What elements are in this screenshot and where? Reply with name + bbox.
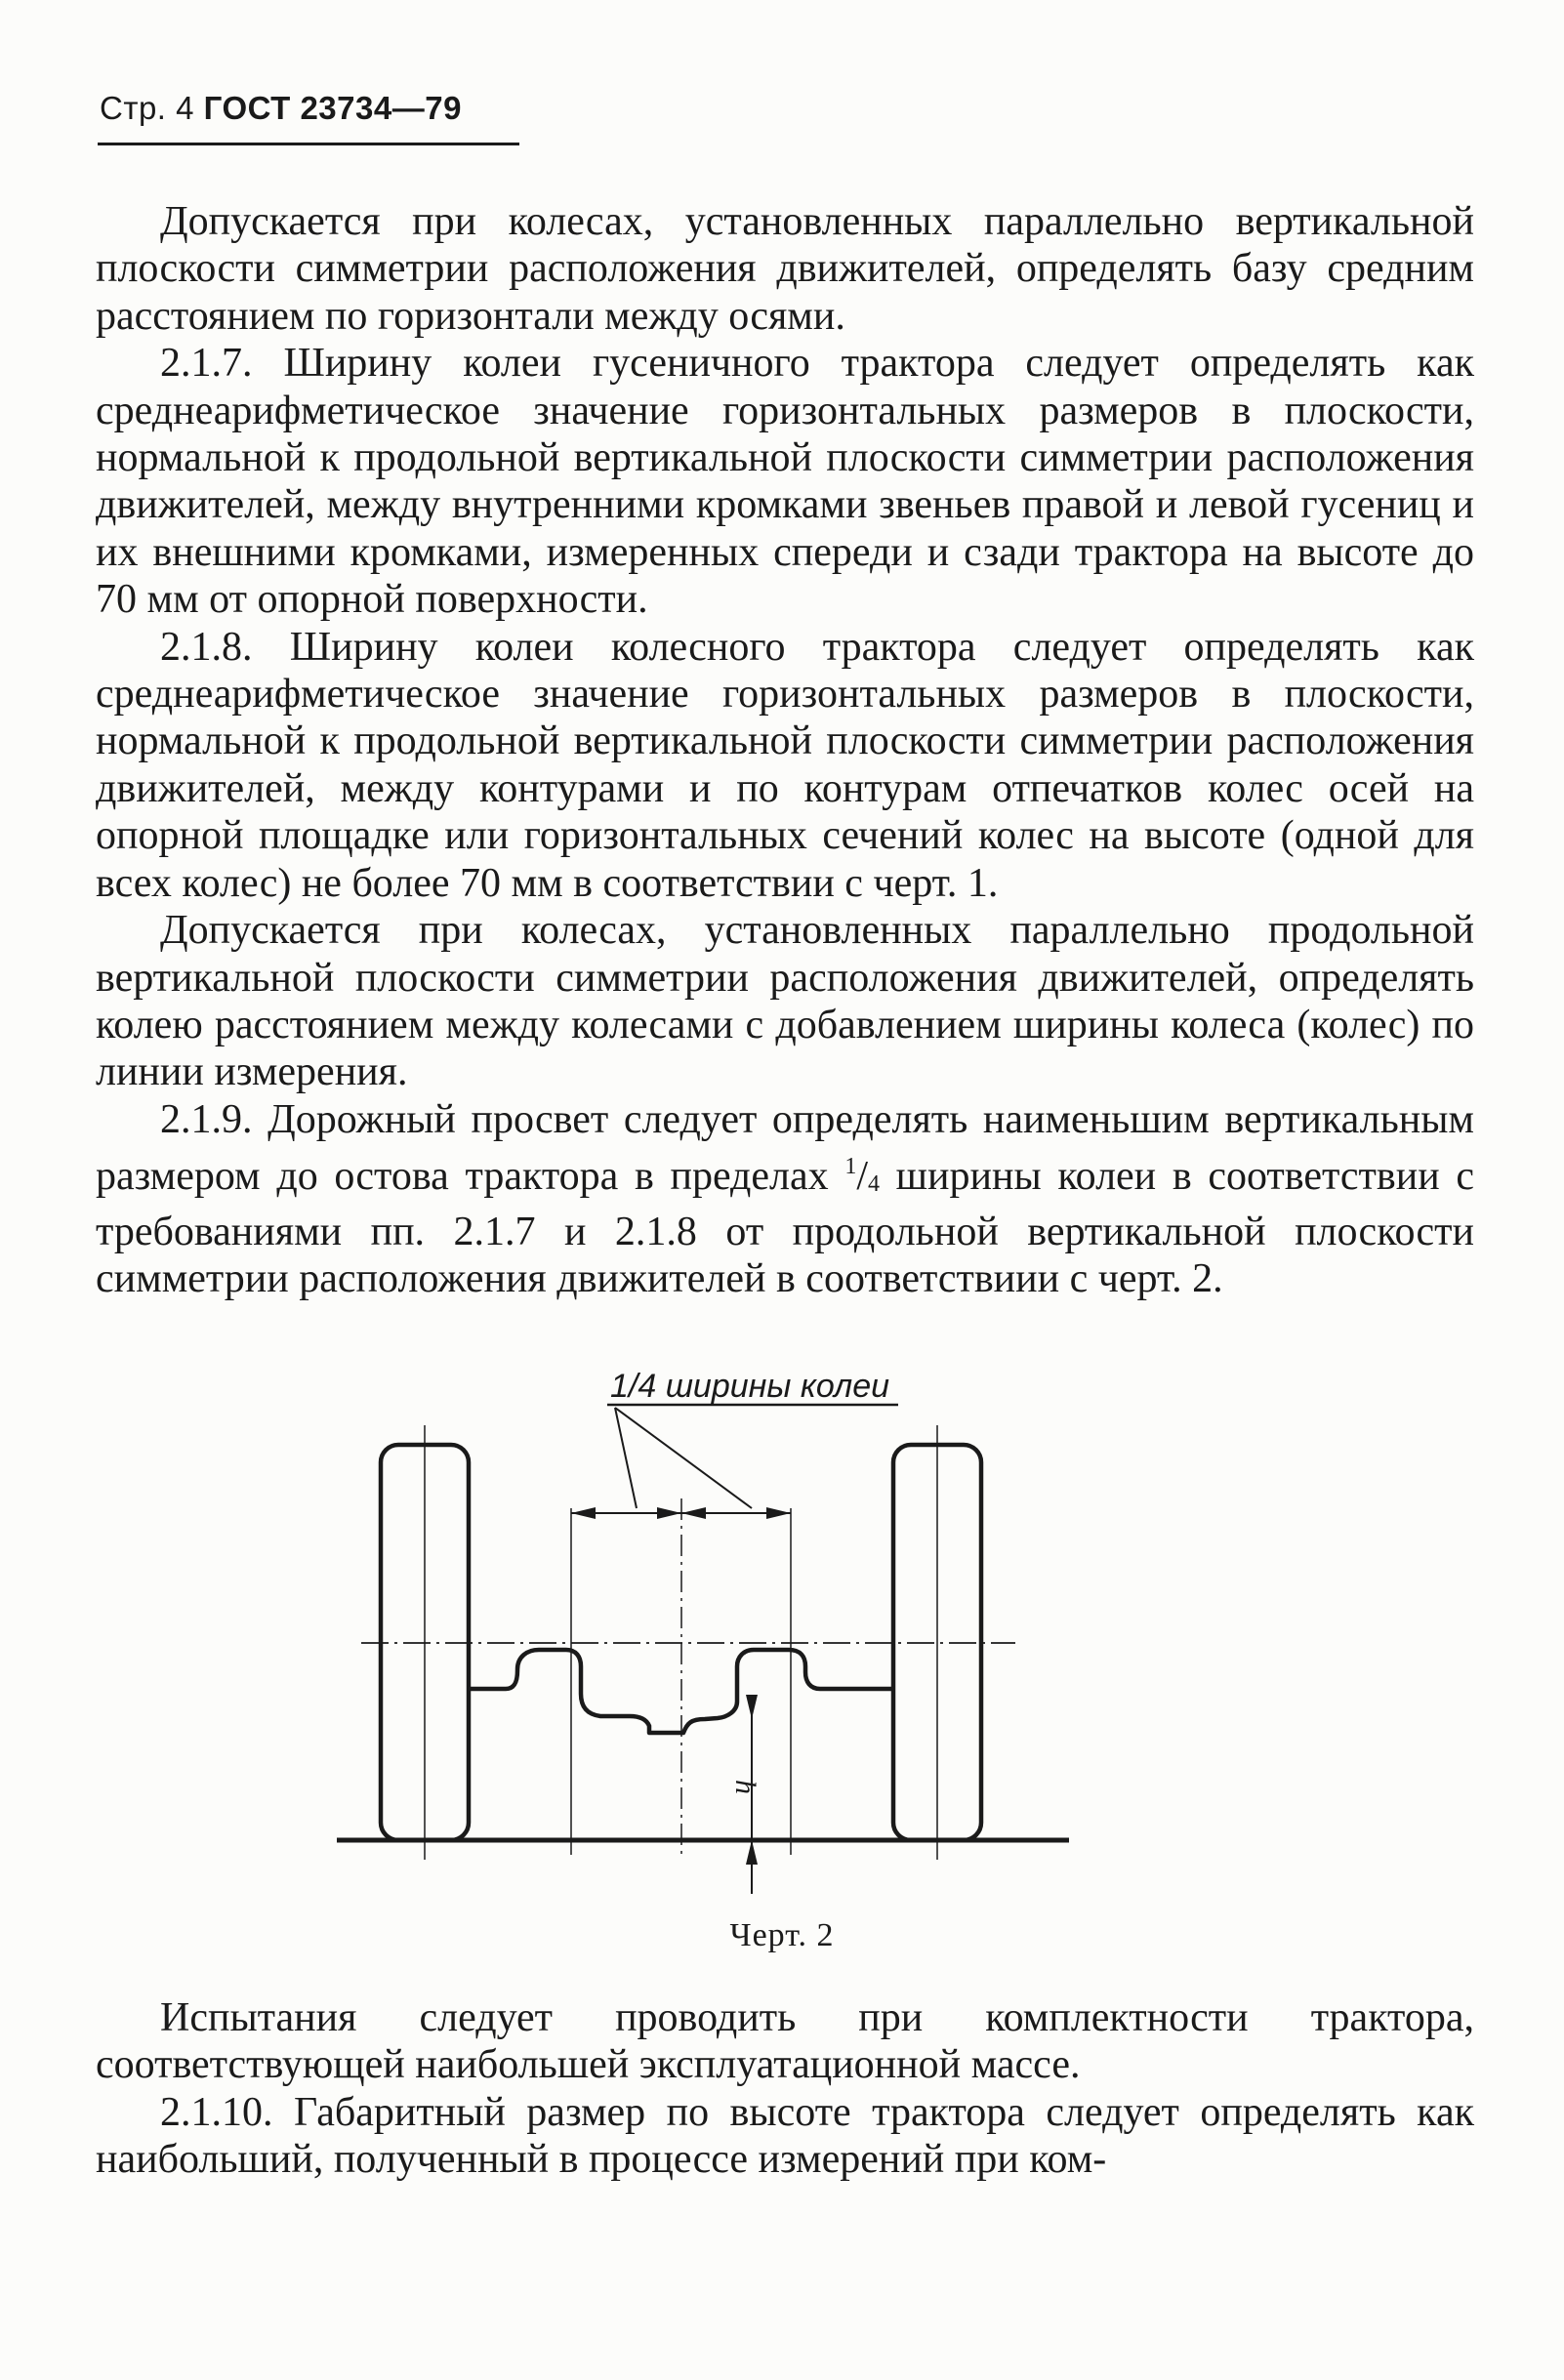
header-rule — [98, 143, 519, 145]
leader-line-right — [615, 1408, 752, 1508]
paragraph-2-1-8: 2.1.8. Ширину колеи колесного трактора следует определять как среднеарифметическое значение горизонтальных размеров в плоскости, нормальной к продольной вертикальной плоскости симметрии расположения движителей, между контурами и по контурам отпечатков колес осей на опорной площадке или горизонтальных сечений колес на высоте (одной для всех колес) не более 70 мм в соответствии с черт. 1. — [96, 624, 1474, 906]
paragraph-2-1-9-start: 2.1.9. Дорожный просвет следует определять наименьшим вертикальным размером до остова трактора в пределах — [96, 1096, 1474, 1200]
page-number: Стр. 4 — [100, 90, 194, 126]
arrow-left-1 — [571, 1507, 596, 1519]
figure-caption: Черт. 2 — [729, 1917, 835, 1953]
paragraph-2-1-10: 2.1.10. Габаритный размер по высоте трактора следует определять как наибольший, полученный в процессе измерений при ком- — [96, 2089, 1474, 2183]
clearance-arrow-bottom — [746, 1840, 758, 1865]
paragraph-2-1-9 — [96, 1096, 1474, 1303]
arrow-right-1 — [657, 1507, 681, 1519]
clearance-label-h: h — [729, 1780, 761, 1794]
leader-line-left — [615, 1408, 637, 1508]
figure-2-ground-clearance — [322, 1362, 1084, 1908]
figure-label-quarter-track: 1/4 ширины колеи — [610, 1368, 890, 1405]
fraction-quarter: $^1/_4$ — [844, 1154, 880, 1200]
paragraph-2-1-9-end: ширины колеи в соответствии с требованиями пп. 2.1.7 и 2.1.8 от продольной вертикальной плоскости симметрии расположения движителей в соответствиии с черт. 2. — [96, 1154, 1474, 1301]
paragraph-track-allowance: Допускается при колесах, установленных параллельно продольной вертикальной плоскости симметрии расположения движителей, определять колею расстоянием между колесами с добавлением ширины колеса (колес) по линии измерения. — [96, 908, 1474, 1095]
paragraph-2-1-7: 2.1.7. Ширину колеи гусеничного трактора следует определять как среднеарифметическое значение горизонтальных размеров в плоскости, нормальной к продольной вертикальной плоскости симметрии расположения движителей, между внутренними кромками звеньев правой и левой гусениц и их внешними кромками, измеренных спереди и сзади трактора на высоте до 70 мм от опорной поверхности. — [96, 341, 1474, 623]
clearance-arrow-top — [746, 1695, 758, 1719]
page-header — [100, 90, 462, 127]
body-text-upper — [96, 198, 1474, 1302]
arrow-right-2 — [766, 1507, 791, 1519]
body-text-lower — [96, 1994, 1474, 2184]
paragraph-base: Допускается при колесах, установленных параллельно вертикальной плоскости симметрии расположения движителей, определять базу средним расстоянием по горизонтали между осями. — [96, 199, 1474, 339]
standard-number: ГОСТ 23734—79 — [203, 90, 462, 126]
fraction-numerator: 1 — [844, 1154, 857, 1180]
paragraph-test-completeness: Испытания следует проводить при комплектности трактора, соответствующей наибольшей эксплуатационной массе. — [96, 1995, 1474, 2088]
arrow-left-2 — [681, 1507, 706, 1519]
fraction-denominator: 4 — [868, 1171, 880, 1198]
